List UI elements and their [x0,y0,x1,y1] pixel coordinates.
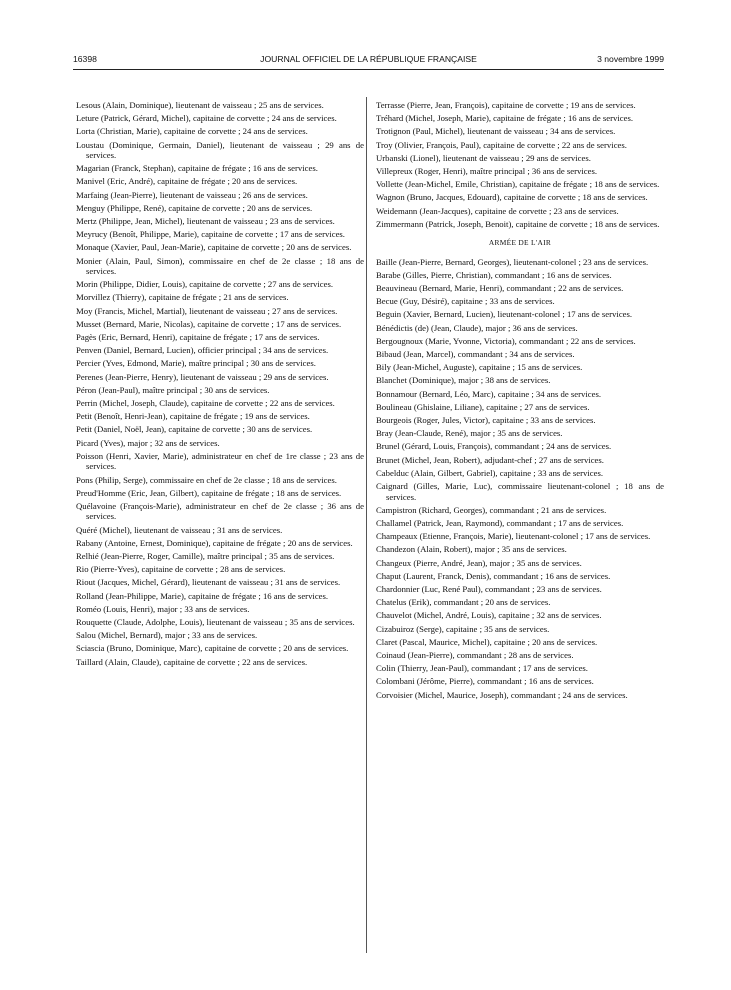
list-entry: Barabe (Gilles, Pierre, Christian), commandant ; 16 ans de services. [376,269,612,280]
list-entry: Quélavoine (François-Marie), administrateur en chef de 2e classe ; 36 ans de services. [76,500,364,522]
list-entry: Bibaud (Jean, Marcel), commandant ; 34 ans de services. [376,349,575,360]
left-column [76,100,364,670]
list-entry: Caignard (Gilles, Marie, Luc), commissaire lieutenant-colonel ; 18 ans de services. [376,481,664,502]
list-entry: Urbanski (Lionel), lieutenant de vaisseau ; 29 ans de services. [376,152,591,163]
list-entry: Bray (Jean-Claude, René), major ; 35 ans de services. [376,428,563,439]
list-entry: Bourgeois (Roger, Jules, Victor), capitaine ; 33 ans de services. [376,415,596,426]
list-entry: Corvoisier (Michel, Maurice, Joseph), commandant ; 24 ans de services. [376,689,628,700]
list-entry: Relhié (Jean-Pierre, Roger, Camille), maître principal ; 35 ans de services. [76,550,335,561]
list-entry: Tréhard (Michel, Joseph, Marie), capitaine de frégate ; 16 ans de services. [376,113,634,124]
list-entry: Sciascia (Bruno, Dominique, Marc), capitaine de corvette ; 20 ans de services. [76,643,349,654]
list-entry: Pagès (Eric, Bernard, Henri), capitaine de frégate ; 17 ans de services. [76,332,320,343]
list-entry: Roméo (Louis, Henri), major ; 33 ans de services. [76,603,250,614]
list-entry: Rolland (Jean-Philippe, Marie), capitaine de frégate ; 16 ans de services. [76,590,329,601]
list-entry: Salou (Michel, Bernard), major ; 33 ans de services. [76,630,258,641]
list-entry: Villepreux (Roger, Henri), maître principal ; 36 ans de services. [376,166,598,177]
list-entry: Wagnon (Bruno, Jacques, Edouard), capitaine de corvette ; 18 ans de services. [376,192,648,203]
list-entry: Percier (Yves, Edmond, Marie), maître principal ; 30 ans de services. [76,358,316,369]
list-entry: Picard (Yves), major ; 32 ans de services. [76,437,220,448]
list-entry: Changeux (Pierre, André, Jean), major ; 35 ans de services. [376,557,582,568]
list-entry: Poisson (Henri, Xavier, Marie), administrateur en chef de 1re classe ; 23 ans de services. [76,450,364,472]
list-entry: Meyrucy (Benoît, Philippe, Marie), capitaine de corvette ; 17 ans de services. [76,229,345,240]
list-entry: Brunet (Michel, Jean, Robert), adjudant-chef ; 27 ans de services. [376,454,604,465]
list-entry: Lesous (Alain, Dominique), lieutenant de vaisseau ; 25 ans de services. [76,100,324,110]
list-entry: Vollette (Jean-Michel, Emile, Christian), capitaine de frégate ; 18 ans de services. [376,179,660,190]
page-header [73,54,664,68]
journal-title: JOURNAL OFFICIEL DE LA RÉPUBLIQUE FRANÇAISE [260,54,477,64]
list-entry: Campistron (Richard, Georges), commandant ; 21 ans de services. [376,504,607,515]
list-entry: Cizabuiroz (Serge), capitaine ; 35 ans de services. [376,623,550,634]
list-entry: Chauvelot (Michel, André, Louis), capitaine ; 32 ans de services. [376,610,602,621]
section-title: ARMÉE DE L'AIR [488,238,552,248]
list-entry: Chardonnier (Luc, René Paul), commandant ; 23 ans de services. [376,583,602,594]
list-entry: Loustau (Dominique, Germain, Daniel), lieutenant de vaisseau ; 29 ans de services. [76,139,364,161]
list-entry: Coinaud (Jean-Pierre), commandant ; 28 ans de services. [376,649,574,660]
list-entry: Bergougnoux (Marie, Yvonne, Victoria), commandant ; 22 ans de services. [376,335,636,346]
list-entry: Beauvineau (Bernard, Marie, Henri), commandant ; 22 ans de services. [376,283,624,294]
list-entry: Quéré (Michel), lieutenant de vaisseau ; 31 ans de services. [76,524,283,535]
publication-date: 3 novembre 1999 [597,54,664,64]
list-entry: Beguin (Xavier, Bernard, Lucien), lieutenant-colonel ; 17 ans de services. [376,309,633,320]
list-entry: Lorta (Christian, Marie), capitaine de corvette ; 24 ans de services. [76,126,308,137]
list-entry: Penven (Daniel, Bernard, Lucien), officier principal ; 34 ans de services. [76,345,329,356]
list-entry: Morvillez (Thierry), capitaine de frégate ; 21 ans de services. [76,292,289,303]
list-entry: Taillard (Alain, Claude), capitaine de corvette ; 22 ans de services. [76,656,308,667]
list-entry: Cabelduc (Alain, Gilbert, Gabriel), capitaine ; 33 ans de services. [376,467,603,478]
list-entry: Champeaux (Etienne, François, Marie), lieutenant-colonel ; 17 ans de services. [376,531,651,542]
list-entry: Colombani (Jérôme, Pierre), commandant ; 16 ans de services. [376,676,594,687]
list-entry: Bonnamour (Bernard, Léo, Marc), capitaine ; 34 ans de services. [376,388,602,399]
column-divider [366,97,367,953]
list-entry: Chaput (Laurent, Franck, Denis), commandant ; 16 ans de services. [376,570,611,581]
list-entry: Zimmermann (Patrick, Joseph, Benoit), capitaine de corvette ; 18 ans de services. [376,218,660,229]
list-entry: Blanchet (Dominique), major ; 38 ans de services. [376,375,551,386]
list-entry: Chandezon (Alain, Robert), major ; 35 ans de services. [376,544,567,555]
list-entry: Trotignon (Paul, Michel), lieutenant de vaisseau ; 34 ans de services. [376,126,616,137]
list-entry: Claret (Pascal, Maurice, Michel), capitaine ; 20 ans de services. [376,636,598,647]
header-rule [73,69,664,70]
list-entry: Petit (Benoît, Henri-Jean), capitaine de frégate ; 19 ans de services. [76,411,310,422]
list-entry: Menguy (Philippe, René), capitaine de corvette ; 20 ans de services. [76,202,313,213]
list-entry: Rouquette (Claude, Adolphe, Louis), lieutenant de vaisseau ; 35 ans de services. [76,616,355,627]
list-entry: Rio (Pierre-Yves), capitaine de corvette ; 28 ans de services. [76,564,286,575]
list-entry: Perrin (Michel, Joseph, Claude), capitaine de corvette ; 22 ans de services. [76,398,335,409]
list-entry: Troy (Olivier, François, Paul), capitaine de corvette ; 22 ans de services. [376,139,627,150]
list-entry: Chatelus (Erik), commandant ; 20 ans de services. [376,597,551,608]
list-entry: Monaque (Xavier, Paul, Jean-Marie), capitaine de corvette ; 20 ans de services. [76,242,352,253]
right-column [376,100,664,703]
list-entry: Terrasse (Pierre, Jean, François), capitaine de corvette ; 19 ans de services. [376,100,636,110]
list-entry: Bénédictis (de) (Jean, Claude), major ; 36 ans de services. [376,322,578,333]
page-number: 16398 [73,54,97,64]
list-entry: Weidemann (Jean-Jacques), capitaine de corvette ; 23 ans de services. [376,205,619,216]
list-entry: Moy (Francis, Michel, Martial), lieutenant de vaisseau ; 27 ans de services. [76,305,338,316]
list-entry: Becue (Guy, Désiré), capitaine ; 33 ans de services. [376,296,555,307]
list-entry: Perenes (Jean-Pierre, Henry), lieutenant de vaisseau ; 29 ans de services. [76,371,329,382]
list-entry: Pons (Philip, Serge), commissaire en chef de 2e classe ; 18 ans de services. [76,474,337,485]
right-column-air-force-list [376,257,664,700]
list-entry: Boulineau (Ghislaine, Liliane), capitaine ; 27 ans de services. [376,401,590,412]
list-entry: Brunel (Gérard, Louis, François), commandant ; 24 ans de services. [376,441,612,452]
list-entry: Morin (Philippe, Didier, Louis), capitaine de corvette ; 27 ans de services. [76,279,334,290]
list-entry: Riout (Jacques, Michel, Gérard), lieutenant de vaisseau ; 31 ans de services. [76,577,341,588]
list-entry: Rabany (Antoine, Ernest, Dominique), capitaine de frégate ; 20 ans de services. [76,537,353,548]
list-entry: Colin (Thierry, Jean-Paul), commandant ; 17 ans de services. [376,663,588,674]
list-entry: Musset (Bernard, Marie, Nicolas), capitaine de corvette ; 17 ans de services. [76,318,342,329]
right-column-navy-list [376,100,664,229]
list-entry: Manivel (Eric, André), capitaine de frégate ; 20 ans de services. [76,176,298,187]
list-entry: Magarian (Franck, Stephan), capitaine de frégate ; 16 ans de services. [76,163,318,174]
list-entry: Baille (Jean-Pierre, Bernard, Georges), lieutenant-colonel ; 23 ans de services. [376,256,649,267]
list-entry: Leture (Patrick, Gérard, Michel), capitaine de corvette ; 24 ans de services. [76,113,337,124]
list-entry: Petit (Daniel, Noël, Jean), capitaine de corvette ; 30 ans de services. [76,424,313,435]
list-entry: Monier (Alain, Paul, Simon), commissaire en chef de 2e classe ; 18 ans de services. [76,255,364,277]
list-entry: Bily (Jean-Michel, Auguste), capitaine ; 15 ans de services. [376,362,583,373]
list-entry: Marfaing (Jean-Pierre), lieutenant de vaisseau ; 26 ans de services. [76,189,308,200]
list-entry: Challamel (Patrick, Jean, Raymond), commandant ; 17 ans de services. [376,517,624,528]
list-entry: Mertz (Philippe, Jean, Michel), lieutenant de vaisseau ; 23 ans de services. [76,216,335,227]
list-entry: Preud'Homme (Eric, Jean, Gilbert), capitaine de frégate ; 18 ans de services. [76,487,342,498]
list-entry: Péron (Jean-Paul), maître principal ; 30 ans de services. [76,384,270,395]
